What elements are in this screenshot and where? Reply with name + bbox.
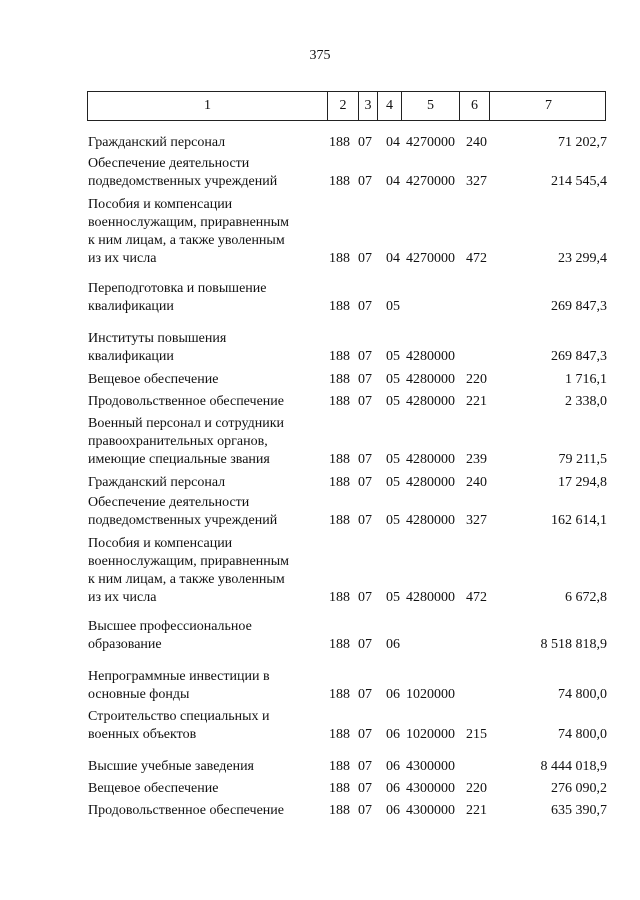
row-name-line: Высшее профессиональное	[88, 619, 252, 634]
ministry-code: 188	[329, 135, 350, 150]
amount: 17 294,8	[558, 475, 607, 490]
section-code: 07	[358, 590, 372, 605]
subsection-code: 06	[386, 687, 400, 702]
row-name-line: Продовольственное обеспечение	[88, 803, 284, 818]
target-article-code: 4280000	[406, 513, 455, 528]
subsection-code: 06	[386, 727, 400, 742]
expense-type-code: 472	[466, 251, 487, 266]
amount: 276 090,2	[551, 781, 607, 796]
row-name-line: Вещевое обеспечение	[88, 372, 219, 387]
table-row	[0, 535, 640, 607]
expense-type-code: 240	[466, 135, 487, 150]
target-article-code: 4270000	[406, 251, 455, 266]
row-name	[88, 758, 318, 776]
row-name	[88, 330, 318, 366]
ministry-code: 188	[329, 475, 350, 490]
ministry-code: 188	[329, 513, 350, 528]
header-col-5: 5	[402, 92, 460, 120]
subsection-code: 05	[386, 299, 400, 314]
subsection-code: 05	[386, 394, 400, 409]
ministry-code: 188	[329, 687, 350, 702]
table-row	[0, 371, 640, 389]
amount: 162 614,1	[551, 513, 607, 528]
amount: 635 390,7	[551, 803, 607, 818]
table-row	[0, 618, 640, 654]
target-article-code: 4300000	[406, 759, 455, 774]
expense-type-code: 472	[466, 590, 487, 605]
section-code: 07	[358, 781, 372, 796]
section-code: 07	[358, 637, 372, 652]
row-name-line: квалификации	[88, 349, 174, 364]
expense-type-code: 220	[466, 372, 487, 387]
row-name	[88, 668, 318, 704]
row-name	[88, 134, 318, 152]
subsection-code: 05	[386, 452, 400, 467]
subsection-code: 04	[386, 174, 400, 189]
amount: 74 800,0	[558, 727, 607, 742]
amount: 6 672,8	[565, 590, 607, 605]
row-name	[88, 802, 318, 820]
ministry-code: 188	[329, 759, 350, 774]
expense-type-code: 221	[466, 803, 487, 818]
row-name-line: Переподготовка и повышение	[88, 281, 267, 296]
row-name-line: Институты повышения	[88, 331, 227, 346]
subsection-code: 06	[386, 637, 400, 652]
ministry-code: 188	[329, 637, 350, 652]
row-name-line: военнослужащим, приравненным	[88, 554, 290, 569]
row-name-line: основные фонды	[88, 687, 190, 702]
row-name	[88, 371, 318, 389]
row-name-line: к ним лицам, а также уволенным	[88, 233, 285, 248]
target-article-code: 4300000	[406, 803, 455, 818]
subsection-code: 06	[386, 759, 400, 774]
section-code: 07	[358, 299, 372, 314]
expense-type-code: 240	[466, 475, 487, 490]
table-row	[0, 280, 640, 316]
section-code: 07	[358, 759, 372, 774]
row-name-line: Военный персонал и сотрудники	[88, 416, 284, 431]
target-article-code: 4300000	[406, 781, 455, 796]
subsection-code: 05	[386, 372, 400, 387]
row-name-line: Пособия и компенсации	[88, 197, 233, 212]
section-code: 07	[358, 372, 372, 387]
amount: 214 545,4	[551, 174, 607, 189]
section-code: 07	[358, 452, 372, 467]
subsection-code: 05	[386, 349, 400, 364]
table-row	[0, 415, 640, 469]
table-row	[0, 196, 640, 268]
row-name-line: из их числа	[88, 251, 157, 266]
amount: 8 444 018,9	[540, 759, 607, 774]
row-name	[88, 618, 318, 654]
section-code: 07	[358, 727, 372, 742]
target-article-code: 4280000	[406, 590, 455, 605]
amount: 74 800,0	[558, 687, 607, 702]
header-col-4: 4	[378, 92, 402, 120]
subsection-code: 04	[386, 135, 400, 150]
ministry-code: 188	[329, 174, 350, 189]
subsection-code: 04	[386, 251, 400, 266]
row-name-line: подведомственных учреждений	[88, 513, 278, 528]
row-name	[88, 415, 318, 469]
row-name-line: Гражданский персонал	[88, 475, 226, 490]
row-name-line: имеющие специальные звания	[88, 452, 270, 467]
expense-type-code: 327	[466, 513, 487, 528]
page-number: 375	[309, 48, 331, 63]
header-col-3: 3	[359, 92, 378, 120]
table-row	[0, 393, 640, 411]
table-row	[0, 330, 640, 366]
row-name-line: Продовольственное обеспечение	[88, 394, 284, 409]
amount: 71 202,7	[558, 135, 607, 150]
subsection-code: 06	[386, 803, 400, 818]
header-col-6: 6	[460, 92, 490, 120]
row-name-line: правоохранительных органов,	[88, 434, 268, 449]
target-article-code: 4270000	[406, 174, 455, 189]
section-code: 07	[358, 349, 372, 364]
row-name-line: подведомственных учреждений	[88, 174, 278, 189]
row-name-line: из их числа	[88, 590, 157, 605]
row-name	[88, 780, 318, 798]
section-code: 07	[358, 687, 372, 702]
ministry-code: 188	[329, 803, 350, 818]
row-name	[88, 393, 318, 411]
section-code: 07	[358, 475, 372, 490]
amount: 269 847,3	[551, 299, 607, 314]
ministry-code: 188	[329, 251, 350, 266]
ministry-code: 188	[329, 781, 350, 796]
row-name	[88, 280, 318, 316]
table-row	[0, 668, 640, 704]
target-article-code: 4280000	[406, 452, 455, 467]
table-row	[0, 474, 640, 492]
table-row	[0, 802, 640, 820]
row-name-line: Строительство специальных и	[88, 709, 270, 724]
row-name-line: образование	[88, 637, 162, 652]
subsection-code: 06	[386, 781, 400, 796]
target-article-code: 4280000	[406, 372, 455, 387]
ministry-code: 188	[329, 394, 350, 409]
section-code: 07	[358, 251, 372, 266]
amount: 79 211,5	[558, 452, 607, 467]
table-row	[0, 758, 640, 776]
section-code: 07	[358, 174, 372, 189]
header-col-2: 2	[328, 92, 359, 120]
row-name-line: военнослужащим, приравненным	[88, 215, 290, 230]
row-name	[88, 474, 318, 492]
row-name-line: военных объектов	[88, 727, 197, 742]
target-article-code: 4280000	[406, 349, 455, 364]
expense-type-code: 215	[466, 727, 487, 742]
table-row	[0, 708, 640, 744]
section-code: 07	[358, 394, 372, 409]
ministry-code: 188	[329, 349, 350, 364]
row-name-line: Непрограммные инвестиции в	[88, 669, 270, 684]
expense-type-code: 327	[466, 174, 487, 189]
subsection-code: 05	[386, 590, 400, 605]
target-article-code: 4280000	[406, 475, 455, 490]
amount: 1 716,1	[565, 372, 607, 387]
amount: 23 299,4	[558, 251, 607, 266]
target-article-code: 4270000	[406, 135, 455, 150]
row-name	[88, 708, 318, 744]
row-name-line: Высшие учебные заведения	[88, 759, 254, 774]
expense-type-code: 221	[466, 394, 487, 409]
row-name	[88, 155, 318, 191]
row-name-line: к ним лицам, а также уволенным	[88, 572, 285, 587]
row-name-line: Гражданский персонал	[88, 135, 226, 150]
target-article-code: 4280000	[406, 394, 455, 409]
amount: 2 338,0	[565, 394, 607, 409]
table-row	[0, 494, 640, 530]
expense-type-code: 220	[466, 781, 487, 796]
target-article-code: 1020000	[406, 687, 455, 702]
row-name-line: Обеспечение деятельности	[88, 156, 250, 171]
section-code: 07	[358, 803, 372, 818]
row-name-line: квалификации	[88, 299, 174, 314]
row-name-line: Вещевое обеспечение	[88, 781, 219, 796]
table-row	[0, 155, 640, 191]
ministry-code: 188	[329, 372, 350, 387]
row-name	[88, 196, 318, 268]
ministry-code: 188	[329, 590, 350, 605]
amount: 8 518 818,9	[540, 637, 607, 652]
target-article-code: 1020000	[406, 727, 455, 742]
ministry-code: 188	[329, 452, 350, 467]
section-code: 07	[358, 135, 372, 150]
header-col-1: 1	[88, 92, 328, 120]
ministry-code: 188	[329, 727, 350, 742]
row-name-line: Пособия и компенсации	[88, 536, 233, 551]
subsection-code: 05	[386, 475, 400, 490]
ministry-code: 188	[329, 299, 350, 314]
table-row	[0, 134, 640, 152]
header-col-7: 7	[545, 98, 552, 113]
row-name	[88, 535, 318, 607]
table-row	[0, 780, 640, 798]
row-name	[88, 494, 318, 530]
amount: 269 847,3	[551, 349, 607, 364]
subsection-code: 05	[386, 513, 400, 528]
row-name-line: Обеспечение деятельности	[88, 495, 250, 510]
section-code: 07	[358, 513, 372, 528]
expense-type-code: 239	[466, 452, 487, 467]
